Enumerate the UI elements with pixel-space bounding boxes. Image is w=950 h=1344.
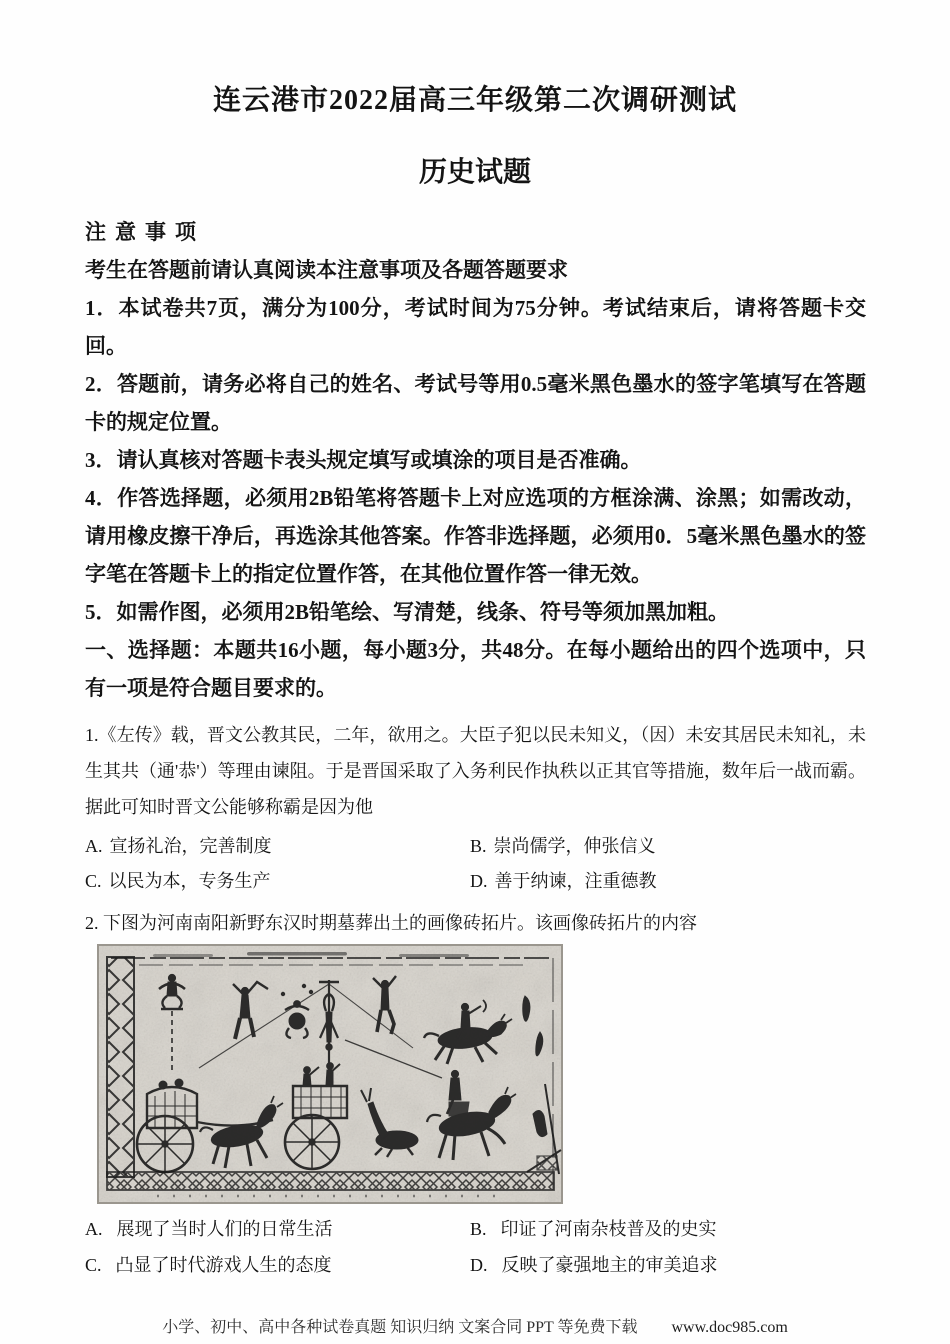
option-letter: A. bbox=[85, 1219, 103, 1239]
option-text: 印证了河南杂枝普及的史实 bbox=[500, 1219, 717, 1239]
question-2-stem: 2. 下图为河南南阳新野东汉时期墓葬出土的画像砖拓片。该画像砖拓片的内容 bbox=[85, 913, 697, 933]
option-letter: C. bbox=[85, 871, 102, 891]
question-2-brick-rubbing-image bbox=[97, 944, 563, 1204]
notice-intro: 考生在答题前请认真阅读本注意事项及各题答题要求 bbox=[85, 258, 568, 282]
brick-rubbing-illustration bbox=[97, 944, 563, 1204]
option-text: 反映了豪强地主的审美追求 bbox=[501, 1255, 718, 1275]
footer-promo-text: 小学、初中、高中各种试卷真题 知识归纳 文案合同 PPT 等免费下载 bbox=[162, 1319, 638, 1336]
notice-heading: 注意事项 bbox=[85, 220, 205, 244]
question-1-option-d bbox=[470, 870, 866, 892]
option-letter: C. bbox=[85, 1255, 102, 1275]
option-letter: B. bbox=[470, 1219, 487, 1239]
question-2-option-d bbox=[470, 1254, 866, 1276]
option-letter: B. bbox=[470, 836, 487, 856]
notice-item-3: 3．请认真核对答题卡表头规定填写或填涂的项目是否准确。 bbox=[85, 448, 642, 472]
notice-item-2: 2．答题前，请务必将自己的姓名、考试号等用0.5毫米黑色墨水的签字笔填写在答题卡的规定位置。 bbox=[85, 372, 866, 434]
question-1-option-a bbox=[85, 835, 470, 857]
notice-item-1: 1．本试卷共7页，满分为100分，考试时间为75分钟。考试结束后，请将答题卡交回。 bbox=[85, 296, 866, 358]
page-footer bbox=[0, 1318, 950, 1338]
question-1-options bbox=[85, 835, 866, 892]
page-subtitle: 历史试题 bbox=[418, 157, 531, 188]
question-1-option-c bbox=[85, 870, 470, 892]
option-letter: D. bbox=[470, 1255, 488, 1275]
question-1-stem: 1.《左传》载，晋文公教其民，二年，欲用之。大臣子犯以民未知义，（因）未安其居民未知礼，未生其共（通'恭'）等理由谏阻。于是晋国采取了入务利民作执秩以正其官等措施，数年后一战而霸。据此可知时晋文公能够称霸是因为他 bbox=[85, 725, 866, 817]
option-letter: A. bbox=[85, 836, 103, 856]
page-content bbox=[0, 213, 950, 1276]
question-2-option-b bbox=[470, 1218, 866, 1240]
page-title: 连云港市2022届高三年级第二次调研测试 bbox=[212, 85, 737, 116]
option-text: 崇尚儒学，伸张信义 bbox=[493, 836, 656, 856]
notice-item-4: 4．作答选择题，必须用2B铅笔将答题卡上对应选项的方框涂满、涂黑；如需改动，请用橡皮擦干净后，再选涂其他答案。作答非选择题，必须用0．5毫米黑色墨水的签字笔在答题卡上的指定位置作答，在其他位置作答一律无效。 bbox=[85, 486, 866, 586]
notice-item-5: 5．如需作图，必须用2B铅笔绘、写清楚，线条、符号等须加黑加粗。 bbox=[85, 600, 730, 624]
question-2-option-a bbox=[85, 1218, 470, 1240]
option-text: 善于纳谏，注重德教 bbox=[494, 871, 657, 891]
question-2-option-c bbox=[85, 1254, 470, 1276]
option-text: 宣扬礼治，完善制度 bbox=[109, 836, 272, 856]
question-2-options bbox=[85, 1218, 866, 1276]
section-heading: 一、选择题：本题共16小题，每小题3分，共48分。在每小题给出的四个选项中，只有一项是符合题目要求的。 bbox=[85, 638, 866, 700]
question-1-option-b bbox=[470, 835, 866, 857]
footer-site-link[interactable]: www.doc985.com bbox=[671, 1319, 788, 1336]
option-letter: D. bbox=[470, 871, 488, 891]
option-text: 展现了当时人们的日常生活 bbox=[116, 1219, 333, 1239]
option-text: 以民为本，专务生产 bbox=[108, 871, 271, 891]
option-text: 凸显了时代游戏人生的态度 bbox=[115, 1255, 332, 1275]
